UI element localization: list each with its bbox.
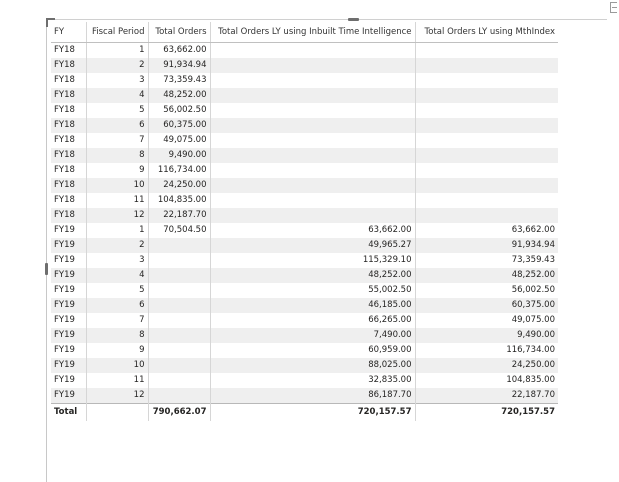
- cell-ly-mthindex: 116,734.00: [415, 343, 558, 358]
- resize-corner-handle-vertical[interactable]: [46, 18, 48, 27]
- cell-ly-inbuilt: [210, 88, 415, 103]
- table-row: [51, 313, 558, 328]
- table-row: [51, 133, 558, 148]
- cell-ly-mthindex: [415, 73, 558, 88]
- cell-ly-mthindex: 49,075.00: [415, 313, 558, 328]
- table-row: [51, 118, 558, 133]
- cell-total-orders: [148, 328, 210, 343]
- cell-ly-mthindex: 9,490.00: [415, 328, 558, 343]
- cell-ly-inbuilt: 55,002.50: [210, 283, 415, 298]
- cell-ly-mthindex: 60,375.00: [415, 298, 558, 313]
- cell-total-orders: [148, 268, 210, 283]
- table-row: [51, 73, 558, 88]
- cell-fiscal-period: 2: [86, 238, 148, 253]
- cell-ly-mthindex: 63,662.00: [415, 223, 558, 238]
- cell-ly-inbuilt: 88,025.00: [210, 358, 415, 373]
- table-row: [51, 193, 558, 208]
- cell-ly-inbuilt: [210, 148, 415, 163]
- cell-fiscal-period: 11: [86, 193, 148, 208]
- cell-fy: FY19: [51, 238, 86, 253]
- column-header-total-orders[interactable]: Total Orders: [148, 22, 210, 43]
- cell-ly-mthindex: [415, 88, 558, 103]
- cell-fy: FY18: [54, 75, 75, 85]
- cell-ly-mthindex: [415, 103, 558, 118]
- table-row: [51, 208, 558, 223]
- cell-fiscal-period: 6: [86, 118, 148, 133]
- cell-fy: FY18: [51, 178, 86, 193]
- cell-total-orders: [148, 388, 210, 404]
- cell-total-orders: 56,002.50: [148, 103, 210, 118]
- cell-fiscal-period: 7: [86, 313, 148, 328]
- table-row: [51, 253, 558, 268]
- table-row: [51, 298, 558, 313]
- cell-fy: FY18: [54, 165, 75, 175]
- total-row: [51, 404, 558, 422]
- cell-ly-mthindex: 56,002.50: [415, 283, 558, 298]
- cell-fy: FY19: [54, 225, 75, 235]
- cell-fy: FY19: [54, 345, 75, 355]
- table-row: [51, 388, 558, 404]
- table-row: [51, 328, 558, 343]
- cell-ly-inbuilt: 49,965.27: [210, 238, 415, 253]
- cell-total-orders: [148, 343, 210, 358]
- cell-total-orders: [148, 253, 210, 268]
- cell-total-orders: 70,504.50: [148, 223, 210, 238]
- cell-fiscal-period: 2: [86, 58, 148, 73]
- table-row: [51, 43, 558, 59]
- cell-ly-mthindex: [415, 193, 558, 208]
- table-row: [51, 178, 558, 193]
- cell-fy: FY18: [51, 118, 86, 133]
- table-row: [51, 283, 558, 298]
- cell-ly-mthindex: [415, 163, 558, 178]
- cell-total-orders: 104,835.00: [148, 193, 210, 208]
- cell-total-orders: [148, 373, 210, 388]
- cell-fiscal-period: 12: [86, 388, 148, 404]
- cell-total-orders: 48,252.00: [148, 88, 210, 103]
- table-row: [51, 103, 558, 118]
- cell-total-orders: [148, 313, 210, 328]
- cell-ly-inbuilt: [210, 163, 415, 178]
- cell-ly-inbuilt: 46,185.00: [210, 298, 415, 313]
- table-row: [51, 343, 558, 358]
- cell-ly-inbuilt: 60,959.00: [210, 343, 415, 358]
- cell-total-orders: 9,490.00: [148, 148, 210, 163]
- data-table: [51, 22, 558, 421]
- cell-fiscal-period: 5: [86, 283, 148, 298]
- cell-ly-inbuilt: [210, 43, 415, 59]
- cell-fiscal-period: 4: [86, 268, 148, 283]
- cell-ly-mthindex: 104,835.00: [415, 373, 558, 388]
- cell-ly-inbuilt: [210, 73, 415, 88]
- cell-fy: FY19: [54, 375, 75, 385]
- cell-fy: FY19: [54, 285, 75, 295]
- table-row: [51, 223, 558, 238]
- column-header-total-orders-ly-mthindex[interactable]: Total Orders LY using MthIndex: [415, 22, 558, 43]
- cell-ly-mthindex: 24,250.00: [415, 358, 558, 373]
- total-orders-value: 790,662.07: [148, 404, 210, 422]
- cell-fiscal-period: 12: [86, 208, 148, 223]
- cell-ly-inbuilt: [210, 193, 415, 208]
- cell-fy: FY19: [51, 328, 86, 343]
- cell-total-orders: [148, 358, 210, 373]
- cell-ly-inbuilt: [210, 118, 415, 133]
- cell-total-orders: [148, 298, 210, 313]
- cell-fy: FY18: [51, 88, 86, 103]
- column-header-fiscal-period[interactable]: Fiscal Period: [86, 22, 148, 43]
- table-row: [51, 358, 558, 373]
- total-ly-mthindex-value: 720,157.57: [415, 404, 558, 422]
- cell-fy: FY18: [54, 45, 75, 55]
- cell-ly-mthindex: [415, 208, 558, 223]
- cell-fy: FY18: [54, 135, 75, 145]
- cell-fy: FY19: [54, 315, 75, 325]
- cell-total-orders: 60,375.00: [148, 118, 210, 133]
- cell-ly-mthindex: [415, 118, 558, 133]
- cell-total-orders: [148, 238, 210, 253]
- cell-ly-inbuilt: [210, 58, 415, 73]
- table-row: [51, 88, 558, 103]
- cell-ly-mthindex: 73,359.43: [415, 253, 558, 268]
- total-fiscal-period: [86, 404, 148, 422]
- cell-fiscal-period: 6: [86, 298, 148, 313]
- cell-ly-mthindex: [415, 178, 558, 193]
- resize-top-handle[interactable]: [348, 18, 359, 21]
- table-row: [51, 268, 558, 283]
- cell-ly-inbuilt: 115,329.10: [210, 253, 415, 268]
- cell-ly-mthindex: 22,187.70: [415, 388, 558, 404]
- cell-total-orders: 63,662.00: [148, 43, 210, 59]
- table-row: [51, 58, 558, 73]
- cell-ly-inbuilt: [210, 103, 415, 118]
- table-row: [51, 148, 558, 163]
- cell-total-orders: [148, 283, 210, 298]
- cell-fy: FY18: [51, 148, 86, 163]
- cell-fiscal-period: 11: [86, 373, 148, 388]
- column-header-fy[interactable]: FY: [51, 22, 86, 43]
- cell-fiscal-period: 10: [86, 178, 148, 193]
- total-ly-inbuilt-value: 720,157.57: [210, 404, 415, 422]
- cell-ly-mthindex: [415, 58, 558, 73]
- cell-fy: FY18: [54, 105, 75, 115]
- cell-ly-inbuilt: [210, 208, 415, 223]
- cell-fy: FY18: [54, 195, 75, 205]
- resize-left-handle[interactable]: [45, 263, 48, 275]
- cell-fy: FY19: [54, 255, 75, 265]
- cell-ly-inbuilt: 48,252.00: [210, 268, 415, 283]
- cell-ly-mthindex: [415, 148, 558, 163]
- cell-total-orders: 91,934.94: [148, 58, 210, 73]
- cell-fiscal-period: 1: [86, 223, 148, 238]
- cell-total-orders: 22,187.70: [148, 208, 210, 223]
- cell-fiscal-period: 3: [86, 73, 148, 88]
- total-label: Total: [51, 404, 86, 422]
- cell-total-orders: 49,075.00: [148, 133, 210, 148]
- cell-fiscal-period: 1: [86, 43, 148, 59]
- cell-ly-inbuilt: 63,662.00: [210, 223, 415, 238]
- cell-fiscal-period: 10: [86, 358, 148, 373]
- cell-ly-inbuilt: 32,835.00: [210, 373, 415, 388]
- cell-ly-inbuilt: 66,265.00: [210, 313, 415, 328]
- cell-fiscal-period: 5: [86, 103, 148, 118]
- cell-fiscal-period: 9: [86, 163, 148, 178]
- table-row: [51, 238, 558, 253]
- cell-ly-inbuilt: [210, 178, 415, 193]
- cell-fiscal-period: 3: [86, 253, 148, 268]
- cell-ly-mthindex: 91,934.94: [415, 238, 558, 253]
- focus-mode-icon[interactable]: [610, 2, 617, 13]
- cell-ly-mthindex: [415, 133, 558, 148]
- cell-fiscal-period: 8: [86, 148, 148, 163]
- column-header-total-orders-ly-inbuilt[interactable]: Total Orders LY using Inbuilt Time Intelligence: [210, 22, 415, 43]
- cell-fy: FY18: [51, 58, 86, 73]
- table-row: [51, 163, 558, 178]
- table-row: [51, 373, 558, 388]
- cell-total-orders: 73,359.43: [148, 73, 210, 88]
- cell-fiscal-period: 9: [86, 343, 148, 358]
- cell-total-orders: 116,734.00: [148, 163, 210, 178]
- table-header-row: [51, 22, 558, 43]
- cell-ly-inbuilt: 7,490.00: [210, 328, 415, 343]
- cell-fy: FY19: [51, 268, 86, 283]
- cell-ly-inbuilt: [210, 133, 415, 148]
- cell-fiscal-period: 8: [86, 328, 148, 343]
- cell-ly-inbuilt: 86,187.70: [210, 388, 415, 404]
- cell-fy: FY18: [51, 208, 86, 223]
- cell-ly-mthindex: 48,252.00: [415, 268, 558, 283]
- cell-fiscal-period: 4: [86, 88, 148, 103]
- cell-ly-mthindex: [415, 43, 558, 59]
- cell-fy: FY19: [51, 388, 86, 404]
- cell-fy: FY19: [51, 298, 86, 313]
- cell-fiscal-period: 7: [86, 133, 148, 148]
- cell-total-orders: 24,250.00: [148, 178, 210, 193]
- cell-fy: FY19: [51, 358, 86, 373]
